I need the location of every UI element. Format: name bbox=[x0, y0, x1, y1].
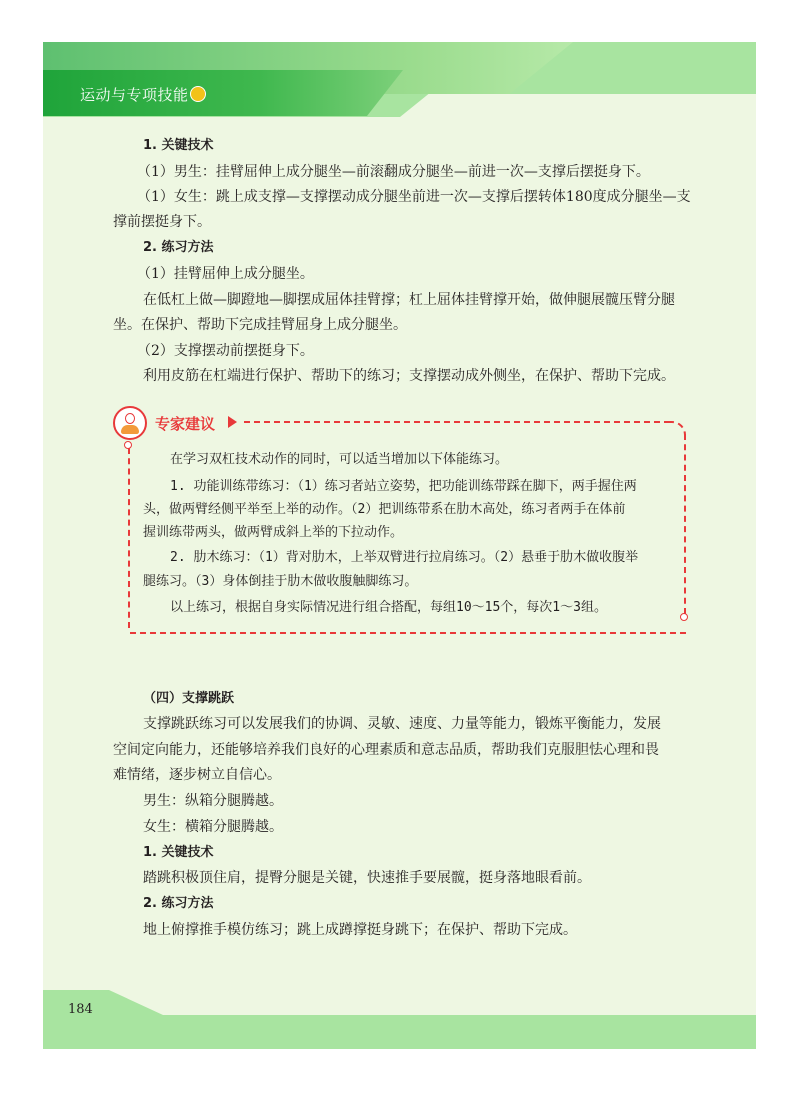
paragraph: 利用皮筋在杠端进行保护、帮助下的练习；支撑摆动成外侧坐，在保护、帮助下完成。 bbox=[143, 368, 675, 384]
divider bbox=[684, 434, 686, 614]
expert-line: 头，做两臂经侧平举至上举的动作。（2）把训练带系在肋木高处，练习者两手在体前 bbox=[143, 502, 626, 517]
dot-icon bbox=[124, 441, 132, 449]
expert-line: 2. 肋木练习：（1）背对肋木，上举双臂进行拉肩练习。（2）悬垂于肋木做收腹举 bbox=[170, 550, 639, 565]
paragraph: （1）女生：跳上成支撑—支撑摆动成分腿坐前进一次—支撑后摆转体180度成分腿坐—支 bbox=[137, 189, 691, 205]
heading-key-technique: 1. 关键技术 bbox=[143, 138, 214, 153]
paragraph: 男生：纵箱分腿腾越。 bbox=[143, 793, 283, 809]
paragraph: （1）挂臂屈伸上成分腿坐。 bbox=[137, 266, 314, 282]
paragraph: 支撑跳跃练习可以发展我们的协调、灵敏、速度、力量等能力，锻炼平衡能力，发展 bbox=[143, 716, 661, 732]
paragraph: 坐。在保护、帮助下完成挂臂屈身上成分腿坐。 bbox=[113, 317, 407, 333]
chapter-badge-icon bbox=[190, 86, 206, 102]
paragraph: 地上俯撑推手模仿练习；跳上成蹲撑挺身跳下；在保护、帮助下完成。 bbox=[143, 922, 577, 938]
expert-avatar-icon bbox=[113, 406, 147, 440]
header-title-group bbox=[80, 84, 206, 105]
expert-line: 以上练习，根据自身实际情况进行组合搭配，每组10～15个，每次1～3组。 bbox=[170, 600, 607, 615]
paragraph: （1）男生：挂臂屈伸上成分腿坐—前滚翻成分腿坐—前进一次—支撑后摆挺身下。 bbox=[137, 164, 650, 180]
paragraph: 难情绪，逐步树立自信心。 bbox=[113, 767, 281, 783]
section-title-vault: （四）支撑跳跃 bbox=[143, 691, 235, 706]
expert-line: 腿练习。（3）身体倒挂于肋木做收腹触脚练习。 bbox=[143, 574, 418, 589]
heading-practice-method: 2. 练习方法 bbox=[143, 896, 214, 911]
paragraph: 女生：横箱分腿腾越。 bbox=[143, 819, 283, 835]
paragraph: 空间定向能力，还能够培养我们良好的心理素质和意志品质，帮助我们克服胆怯心理和畏 bbox=[113, 742, 659, 758]
divider bbox=[130, 632, 686, 634]
header-wedge bbox=[400, 94, 756, 117]
divider bbox=[128, 448, 130, 628]
paragraph: 撑前摆挺身下。 bbox=[113, 214, 211, 230]
expert-line: 握训练带两头，做两臂成斜上举的下拉动作。 bbox=[143, 525, 404, 540]
heading-key-technique: 1. 关键技术 bbox=[143, 845, 214, 860]
expert-advice-title: 专家建议 bbox=[155, 415, 216, 433]
divider bbox=[244, 421, 670, 423]
paragraph: 在低杠上做—脚蹬地—脚摆成屈体挂臂撑；杠上屈体挂臂撑开始，做伸腿展髋压臂分腿 bbox=[143, 292, 675, 308]
dot-icon bbox=[680, 613, 688, 621]
header-title: 运动与专项技能 bbox=[80, 86, 189, 104]
arrow-right-icon bbox=[228, 416, 237, 428]
heading-practice-method: 2. 练习方法 bbox=[143, 240, 214, 255]
footer-band bbox=[43, 1015, 756, 1049]
expert-line: 1. 功能训练带练习：（1）练习者站立姿势，把功能训练带踩在脚下，两手握住两 bbox=[170, 479, 637, 494]
paragraph: （2）支撑摆动前摆挺身下。 bbox=[137, 343, 314, 359]
expert-line: 在学习双杠技术动作的同时，可以适当增加以下体能练习。 bbox=[170, 452, 509, 467]
paragraph: 踏跳积极顶住肩，提臀分腿是关键，快速推手要展髋，挺身落地眼看前。 bbox=[143, 870, 591, 886]
page-number: 184 bbox=[68, 1002, 93, 1017]
